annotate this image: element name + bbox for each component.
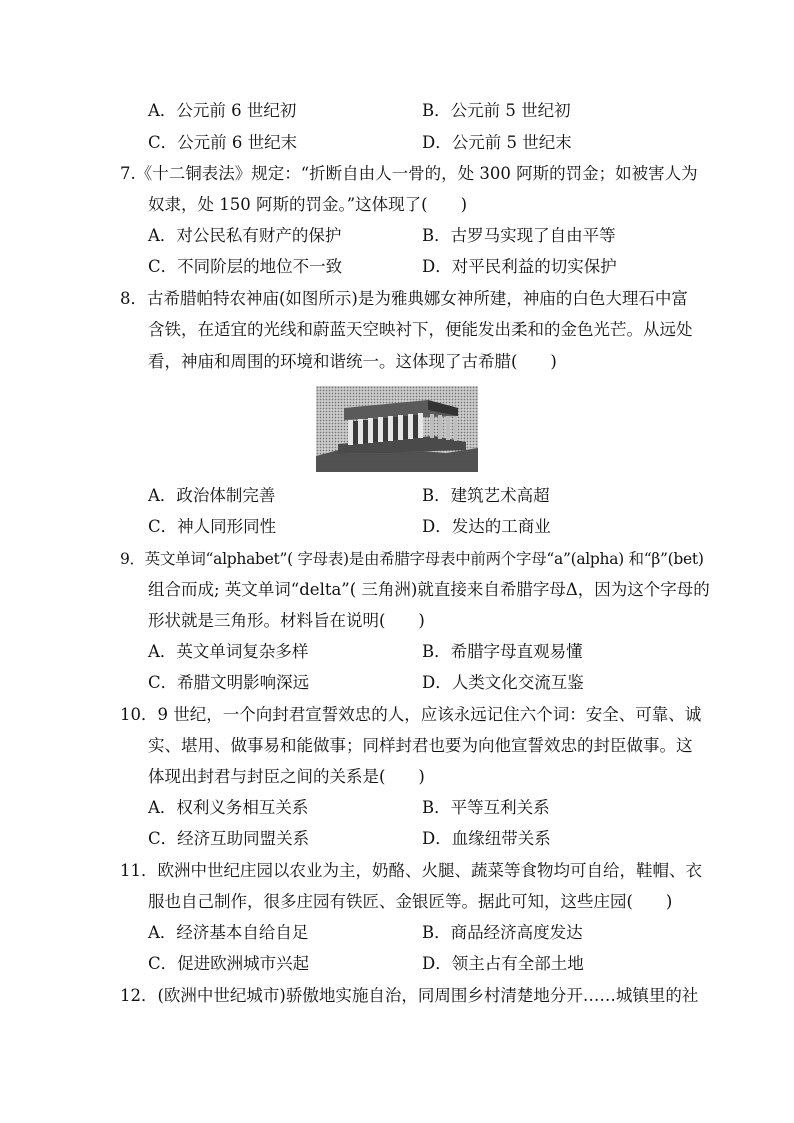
q8-stem-line-3: 看，神庙和周围的环境和谐统一。这体现了古希腊( ) (148, 352, 557, 371)
q7-stem-line-2: 奴隶，处 150 阿斯的罚金。”这体现了( ) (148, 195, 468, 214)
q10-option-d: D．血缘纽带关系 (422, 829, 551, 848)
q9-option-b: B．希腊字母直观易懂 (422, 642, 583, 661)
q6-option-d: D．公元前 5 世纪末 (422, 133, 572, 152)
q8-option-c: C．神人同形同性 (148, 517, 277, 536)
q9-stem-line-1: 9．英文单词“alphabet”( 字母表)是由希腊字母表中前两个字母“a”(alpha) 和“β”(bet) (120, 550, 704, 568)
q11-option-a: A．经济基本自给自足 (148, 923, 309, 942)
q8-stem-line-1: 8．古希腊帕特农神庙(如图所示)是为雅典娜女神所建，神庙的白色大理石中富 (120, 289, 688, 308)
q7-stem-line-1: 7.《十二铜表法》规定：“折断自由人一骨的，处 300 阿斯的罚金；如被害人为 (120, 164, 698, 183)
q11-stem-line-1: 11．欧洲中世纪庄园以农业为主，奶酪、火腿、蔬菜等食物均可自给，鞋帽、衣 (120, 861, 702, 880)
q9-option-d: D．人类文化交流互鉴 (422, 673, 584, 692)
q10-stem-line-3: 体现出封君与封臣之间的关系是( ) (148, 767, 425, 786)
q10-option-a: A．权利义务相互关系 (148, 798, 309, 817)
q7-option-c: C．不同阶层的地位不一致 (148, 257, 343, 276)
q10-option-c: C．经济互助同盟关系 (148, 829, 310, 848)
q8-option-b: B．建筑艺术高超 (422, 486, 550, 505)
parthenon-image (316, 386, 478, 472)
q6-option-a: A．公元前 6 世纪初 (148, 101, 297, 120)
q11-stem-line-2: 服也自己制作，很多庄园有铁匠、金银匠等。据此可知，这些庄园( ) (148, 892, 673, 911)
q12-stem-line-1: 12．(欧洲中世纪城市)骄傲地实施自治，同周围乡村清楚地分开……城镇里的社 (120, 986, 699, 1005)
q11-option-d: D．领主占有全部土地 (422, 954, 584, 973)
parthenon-illustration (316, 386, 478, 472)
q11-option-c: C．促进欧洲城市兴起 (148, 954, 310, 973)
q9-stem-line-2: 组合而成; 英文单词“delta”( 三角洲)就直接来自希腊字母Δ，因为这个字母的 (148, 580, 710, 599)
q11-option-b: B．商品经济高度发达 (422, 923, 583, 942)
q8-option-a: A．政治体制完善 (148, 486, 276, 505)
q8-option-d: D．发达的工商业 (422, 517, 551, 536)
q10-stem-line-2: 实、堪用、做事易和能做事；同样封君也要为向他宣誓效忠的封臣做事。这 (148, 736, 693, 755)
q9-option-c: C．希腊文明影响深远 (148, 673, 310, 692)
q7-option-d: D．对平民利益的切实保护 (422, 257, 617, 276)
q10-stem-line-1: 10．9 世纪，一个向封君宣誓效忠的人，应该永远记住六个词：安全、可靠、诚 (120, 705, 702, 724)
q7-option-b: B．古罗马实现了自由平等 (422, 226, 616, 245)
q6-option-c: C．公元前 6 世纪末 (148, 133, 298, 152)
q8-stem-line-2: 含铁，在适宜的光线和蔚蓝天空映衬下，便能发出柔和的金色光芒。从远处 (148, 320, 693, 339)
q7-option-a: A．对公民私有财产的保护 (148, 226, 342, 245)
q9-option-a: A．英文单词复杂多样 (148, 642, 309, 661)
q10-option-b: B．平等互利关系 (422, 798, 550, 817)
q6-option-b: B．公元前 5 世纪初 (422, 101, 571, 120)
q9-stem-line-3: 形状就是三角形。材料旨在说明( ) (148, 611, 425, 630)
